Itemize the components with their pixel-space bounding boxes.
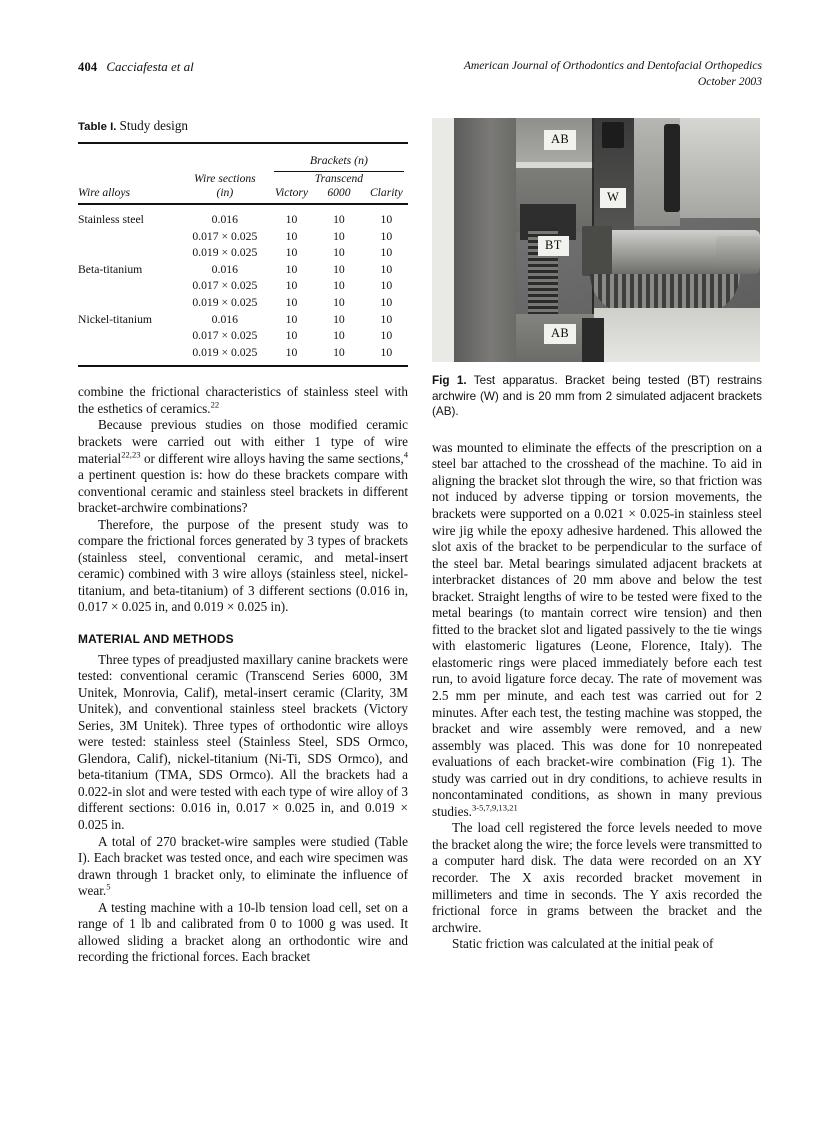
cell-section: 0.019 × 0.025 <box>192 345 258 359</box>
paragraph <box>78 834 408 900</box>
citation-superscript: 5 <box>106 881 111 892</box>
cell-alloy <box>78 245 180 262</box>
page-number: 404 <box>78 60 98 74</box>
cell-clarity: 10 <box>380 345 393 359</box>
cell-clarity: 10 <box>380 213 393 226</box>
cell-clarity: 10 <box>380 262 393 276</box>
cell-victory: 10 <box>285 229 298 243</box>
cell-clarity: 10 <box>380 229 393 243</box>
table-group-header-row <box>78 149 408 171</box>
paragraph: The load cell registered the force levels needed to move the bracket along the wire; the force levels were transmitted to a computer hard disk. The data were recorded on an XY recorder. The X axis recorded bracket movement in millimeters and time in seconds. The Y axis recorded the frictional force in grams between the bracket and the archwire. <box>432 820 762 935</box>
cell-transcend: 10 <box>333 213 345 226</box>
table-title: Study design <box>119 118 189 133</box>
table-row <box>78 208 408 229</box>
column-header-transcend <box>313 172 365 204</box>
citation-superscript: 22 <box>210 399 220 410</box>
running-head-left <box>78 58 194 76</box>
cell-alloy <box>78 278 180 295</box>
cell-section: 0.017 × 0.025 <box>192 329 258 343</box>
paragraph: Static friction was calculated at the initial peak of <box>452 936 714 952</box>
running-head <box>78 58 762 102</box>
table-row <box>78 312 408 329</box>
photo-cylinder-end <box>716 236 760 268</box>
table-row <box>78 245 408 262</box>
group-header-blank-alloy <box>78 149 180 171</box>
cell-transcend: 10 <box>333 329 345 343</box>
column-header-wire-sections <box>180 172 270 204</box>
cell-clarity: 10 <box>380 312 393 326</box>
table-bottom-rule <box>78 366 408 369</box>
figure-photograph <box>432 118 760 362</box>
photo-label-ab-bottom: AB <box>544 324 576 344</box>
cell-victory: 10 <box>285 246 298 260</box>
citation-superscript: 3-5,7,9,13,21 <box>471 802 518 813</box>
citation-superscript: 4 <box>403 449 408 460</box>
table-block <box>78 118 408 369</box>
photo-vertical-post <box>454 118 516 362</box>
photo-bolt-head <box>602 122 624 148</box>
photo-label-bt: BT <box>538 236 569 256</box>
paragraph-text: Because previous studies on those modified ceramic brackets were carried out with either 1 type of wire material <box>78 417 408 466</box>
section-heading-material-and-methods: MATERIAL AND METHODS <box>78 632 234 646</box>
paragraph-text: or different wire alloys having the same sections, <box>140 450 404 466</box>
cell-victory: 10 <box>285 279 298 293</box>
cell-transcend: 10 <box>333 345 345 359</box>
table-label: Table I. <box>78 121 117 133</box>
paragraph: Three types of preadjusted maxillary canine brackets were tested: conventional ceramic (Transcend Series 6000, 3M Unitek, Monrovia, Calif), metal-insert ceramic (Clarity, 3M Unitek), and conventional stainless steel brackets (Victory Series, 3M Unitek). Three types of orthodontic wire alloys were tested: stainless steel (Stainless Steel, SDS Ormco, Glendora, Calif), nickel-titanium (Ni-Ti, SDS Ormco), and beta-titanium (TMA, SDS Ormco). All the brackets had a 0.022-in slot and were tested with each type of wire alloy of 3 different sections: 0.016 in, 0.017 × 0.025 in, and 0.019 × 0.025 in. <box>78 651 408 833</box>
photo-label-ab-top: AB <box>544 130 576 150</box>
group-header-brackets: Brackets (n) <box>309 153 368 167</box>
paragraph: A testing machine with a 10-lb tension load cell, set on a range of 1 lb and calibrated from 0 to 1000 g was used. It allowed sliding a bracket along an orthodontic wire and recording the frictional forces. Each bracket <box>78 899 408 965</box>
paragraph-continuation <box>78 384 408 417</box>
cell-clarity: 10 <box>380 246 393 260</box>
cell-alloy <box>78 345 180 367</box>
column-header-wire-alloys: Wire alloys <box>78 185 131 199</box>
cell-clarity: 10 <box>380 295 393 309</box>
table-row <box>78 328 408 345</box>
column-header-clarity: Clarity <box>369 185 403 199</box>
cell-transcend: 10 <box>333 279 345 293</box>
cell-alloy: Nickel-titanium <box>78 312 152 326</box>
table-column-header-row <box>78 172 408 204</box>
column-header-wire-sections-line2: (in) <box>216 185 234 199</box>
table-row <box>78 229 408 246</box>
figure-caption-text: Test apparatus. Bracket being tested (BT) restrains archwire (W) and is 20 mm from 2 simulated adjacent brackets (AB). <box>432 374 762 419</box>
paragraph-text: was mounted to eliminate the effects of the prescription on a steel bar attached to the crosshead of the machine. To aid in aligning the bracket slot through the wire, so that friction was not induced by adverse tipping or torsion movements, the brackets were supported on a 0.021 × 0.025-in stainless steel wire jig while the epoxy adhesive hardened. This allowed the slot axis of the bracket to be perpendicular to the surface of the steel bar. Metal bearings simulated adjacent brackets at interbracket distances of 20 mm above and below the test bracket. Straight lengths of wire to be tested were fixed to the metal bearings (to mantain correct wire tension) and then fitted to the bracket slot and ligated passively to the tie wings with elastomeric ligatures (Leone, Florence, Italy). The elastomeric rings were placed immediately before each test run, to avoid ligature force decay. The rate of movement was 2.5 mm per minute, and each test was carried out for 2 minutes. After each test, the testing machine was stopped, the bracket and wire assembly were removed, and a new assembly was placed. This was done for 10 nonrepeated evaluations of each bracket-wire combination (Fig 1). The study was carried out in dry conditions, to achieve results in noncontaminated conditions, as shown in many previous studies. <box>432 439 762 819</box>
cell-alloy <box>78 295 180 312</box>
photo-dark-rod <box>664 124 680 212</box>
paragraph-continuation <box>432 440 762 821</box>
cell-transcend: 10 <box>333 229 345 243</box>
left-column <box>78 118 408 966</box>
right-column-body <box>432 440 762 953</box>
column-header-transcend-line1: Transcend <box>314 172 364 185</box>
right-column <box>432 118 762 953</box>
cell-victory: 10 <box>285 213 298 226</box>
cell-victory: 10 <box>285 345 298 359</box>
table-row <box>78 278 408 295</box>
paragraph-text: combine the frictional characteristics of stainless steel with the esthetics of ceramics. <box>78 384 408 416</box>
cell-victory: 10 <box>285 262 298 276</box>
group-header-blank-section <box>180 149 270 171</box>
citation-superscript: 22,23 <box>121 449 141 460</box>
cell-alloy: Beta-titanium <box>78 262 143 276</box>
issue-date: October 2003 <box>697 74 762 88</box>
study-design-table <box>78 142 408 369</box>
photo-upper-right-block <box>680 118 760 218</box>
cell-section: 0.016 <box>211 262 238 276</box>
photo-lower-dark-block <box>582 318 604 362</box>
cell-alloy <box>78 229 180 246</box>
cell-section: 0.016 <box>211 312 238 326</box>
figure-block <box>432 118 762 420</box>
cell-section: 0.017 × 0.025 <box>192 229 258 243</box>
running-head-authors: Cacciafesta et al <box>106 59 194 74</box>
journal-title: American Journal of Orthodontics and Dentofacial Orthopedics <box>463 59 762 72</box>
cell-alloy: Stainless steel <box>78 213 144 226</box>
column-header-wire-sections-line1: Wire sections <box>193 172 256 185</box>
table-row <box>78 345 408 367</box>
cell-transcend: 10 <box>333 246 345 260</box>
table-row <box>78 262 408 279</box>
photo-lower-bright-region <box>594 308 760 362</box>
table-bottom-rule-row <box>78 366 408 369</box>
cell-section: 0.017 × 0.025 <box>192 279 258 293</box>
cell-clarity: 10 <box>380 329 393 343</box>
cell-transcend: 10 <box>333 295 345 309</box>
paragraph-text: a pertinent question is: how do these brackets compare with conventional ceramic and stainless steel brackets in different bracket-archwire combinations? <box>78 467 408 516</box>
column-header-transcend-line2: 6000 <box>327 185 351 199</box>
cell-victory: 10 <box>285 295 298 309</box>
photo-label-w: W <box>600 188 626 208</box>
figure-number: Fig 1. <box>432 374 467 387</box>
cell-clarity: 10 <box>380 279 393 293</box>
figure-caption <box>432 373 762 420</box>
running-head-right <box>464 58 762 89</box>
table-caption <box>78 118 408 135</box>
left-column-body <box>78 384 408 966</box>
photo-bracket-clamp <box>582 226 612 276</box>
paragraph <box>78 417 408 516</box>
cell-section: 0.016 <box>211 213 238 226</box>
column-header-victory: Victory <box>274 185 309 199</box>
cell-alloy <box>78 328 180 345</box>
paragraph: Therefore, the purpose of the present study was to compare the frictional forces generated by 3 types of brackets (stainless steel, conventional ceramic, and metal-insert ceramic) combined with 3 wire alloys (stainless steel, nickel-titanium, and beta-titanium) of 3 different sections (0.016 in, 0.017 × 0.025 in, and 0.019 × 0.025 in). <box>78 516 408 615</box>
cell-transcend: 10 <box>333 312 345 326</box>
paragraph-text: A total of 270 bracket-wire samples were studied (Table I). Each bracket was tested once, and each wire specimen was drawn through 1 bracket only, to eliminate the influence of wear. <box>78 833 408 899</box>
cell-transcend: 10 <box>333 262 345 276</box>
cell-section: 0.019 × 0.025 <box>192 295 258 309</box>
cell-victory: 10 <box>285 329 298 343</box>
table-row <box>78 295 408 312</box>
cell-section: 0.019 × 0.025 <box>192 246 258 260</box>
cell-victory: 10 <box>285 312 298 326</box>
